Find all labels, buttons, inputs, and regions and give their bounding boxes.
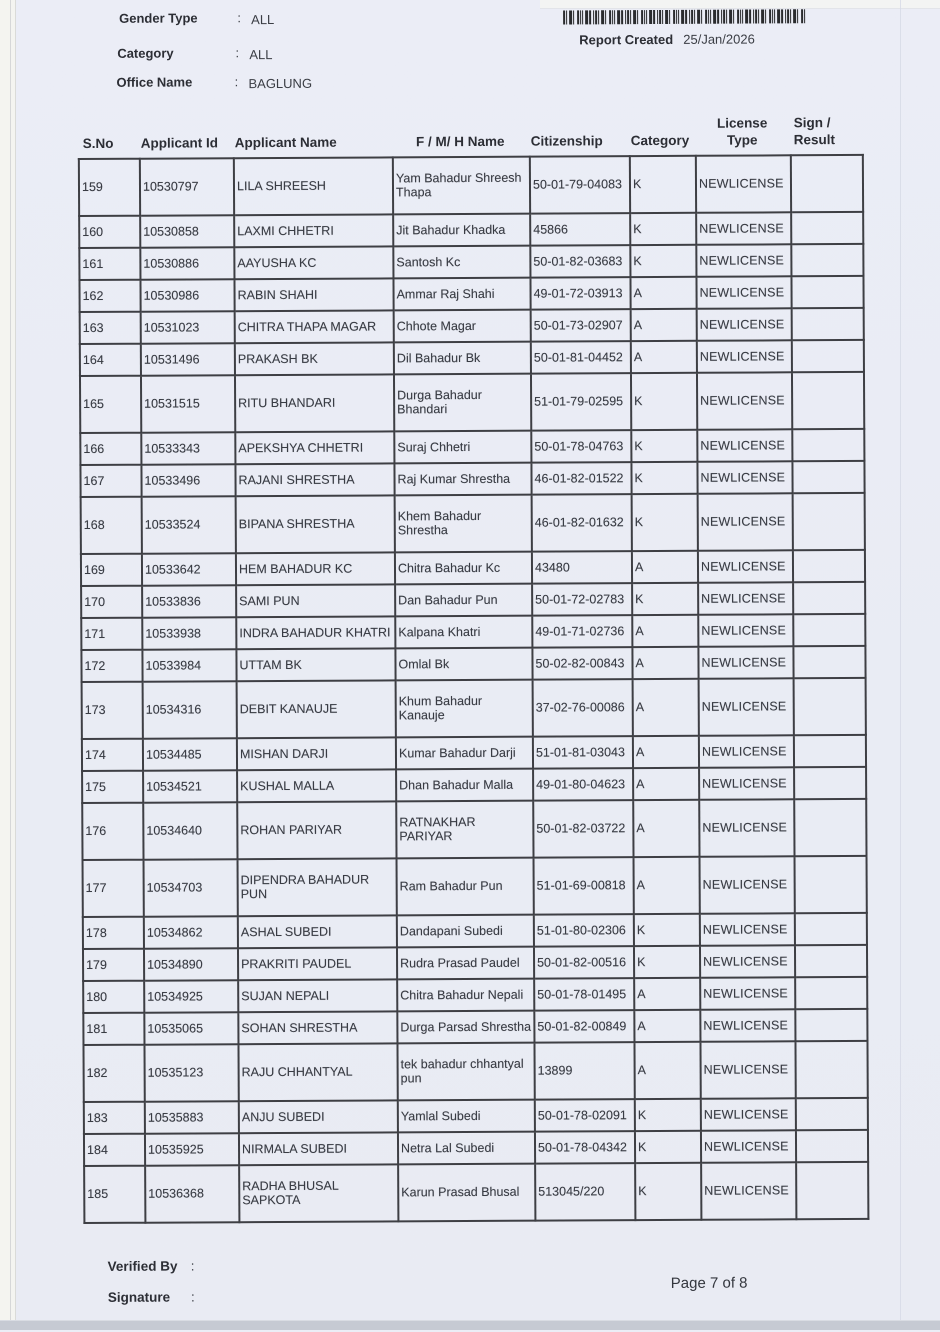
serial-cell: 182 <box>83 1045 144 1102</box>
citizenship-cell: 49-01-71-02736 <box>532 615 632 648</box>
table-row <box>83 1009 867 1045</box>
fmh-name-cell: Yamlal Subedi <box>398 1099 535 1132</box>
citizenship-cell: 50-01-82-03683 <box>530 245 630 278</box>
category-cell: A <box>633 768 699 800</box>
serial-cell: 175 <box>82 771 143 803</box>
serial-cell: 174 <box>82 739 143 771</box>
applicant-table <box>78 154 870 1224</box>
sign-result-cell <box>794 799 866 856</box>
applicant-id-cell: 10533343 <box>141 432 235 465</box>
applicant-name-cell: SAMI PUN <box>236 584 395 617</box>
category-cell: K <box>635 1099 701 1131</box>
sign-result-cell <box>791 212 863 244</box>
office-name-label: Office Name <box>116 74 193 90</box>
category-cell: K <box>631 462 697 494</box>
sign-result-cell <box>795 1041 867 1098</box>
sign-result-cell <box>791 155 863 212</box>
applicant-name-cell: SUJAN NEPALI <box>238 979 397 1012</box>
citizenship-cell: 51-01-79-02595 <box>531 373 631 430</box>
fmh-name-cell: Suraj Chhetri <box>394 431 531 464</box>
citizenship-cell: 37-02-76-00086 <box>533 679 633 736</box>
column-header-applicant-id: Applicant Id <box>140 135 219 151</box>
applicant-id-cell: 10531515 <box>141 375 235 432</box>
serial-cell: 169 <box>81 554 142 586</box>
sign-result-cell <box>793 614 865 646</box>
sign-result-cell <box>795 913 867 945</box>
table-row <box>82 767 866 803</box>
citizenship-cell: 46-01-82-01632 <box>532 494 632 551</box>
column-header-sno: S.No <box>82 135 114 152</box>
category-cell: A <box>634 857 700 914</box>
license-type-cell: NEWLICENSE <box>696 244 791 277</box>
fmh-name-cell: Kalpana Khatri <box>395 616 532 649</box>
gender-type-row <box>119 10 274 26</box>
report-created-label: Report Created <box>579 31 674 48</box>
citizenship-cell: 50-01-72-02783 <box>532 583 632 616</box>
serial-cell: 181 <box>83 1012 144 1044</box>
applicant-id-cell: 10534925 <box>144 980 238 1013</box>
license-type-cell: NEWLICENSE <box>696 276 791 309</box>
license-type-cell: NEWLICENSE <box>696 155 791 212</box>
applicant-id-cell: 10531023 <box>141 311 235 344</box>
sign-result-cell <box>793 550 865 582</box>
applicant-id-cell: 10534862 <box>144 916 238 949</box>
category-cell: K <box>632 583 698 615</box>
applicant-name-cell: LILA SHREESH <box>234 157 393 215</box>
applicant-name-cell: RADHA BHUSAL SAPKOTA <box>239 1164 398 1222</box>
signature-label: Signature <box>107 1289 171 1305</box>
category-cell: A <box>633 679 699 736</box>
applicant-id-cell: 10531496 <box>141 343 235 376</box>
license-type-cell: NEWLICENSE <box>700 1041 795 1098</box>
citizenship-cell: 51-01-69-00818 <box>534 857 634 914</box>
sign-result-cell <box>793 582 865 614</box>
table-row <box>79 155 863 216</box>
verified-by-label: Verified By <box>107 1258 178 1274</box>
applicant-name-cell: BIPANA SHRESTHA <box>236 495 395 553</box>
office-name-colon: : <box>234 74 239 90</box>
category-row <box>117 45 272 61</box>
category-cell: A <box>631 309 697 341</box>
category-cell: K <box>630 245 696 277</box>
serial-cell: 165 <box>80 376 141 433</box>
license-type-cell: NEWLICENSE <box>701 1162 796 1220</box>
applicant-name-cell: CHITRA THAPA MAGAR <box>235 310 394 343</box>
applicant-id-cell: 10530858 <box>140 215 234 248</box>
applicant-id-cell: 10530797 <box>140 158 234 215</box>
license-type-cell: NEWLICENSE <box>697 429 792 462</box>
license-type-cell: NEWLICENSE <box>700 913 795 946</box>
category-cell: K <box>635 1131 701 1163</box>
serial-cell: 178 <box>83 916 144 948</box>
table-row <box>80 372 864 433</box>
category-cell: K <box>634 946 700 978</box>
category-cell: A <box>632 615 698 647</box>
license-type-cell: NEWLICENSE <box>698 493 793 550</box>
fmh-name-cell: Dandapani Subedi <box>397 914 534 947</box>
scan-edge-bottom <box>0 1320 940 1330</box>
table-row <box>83 856 867 917</box>
license-type-cell: NEWLICENSE <box>696 212 791 245</box>
table-row <box>83 1041 867 1102</box>
category-cell: A <box>633 736 699 768</box>
serial-cell: 171 <box>81 618 142 650</box>
gender-type-value: ALL <box>251 12 275 28</box>
fmh-name-cell: RATNAKHAR PARIYAR <box>396 801 533 859</box>
table-row <box>81 550 865 586</box>
applicant-id-cell: 10533642 <box>142 553 236 586</box>
table-row <box>80 308 864 344</box>
sign-result-cell <box>795 977 867 1009</box>
fmh-name-cell: Durga Bahadur Bhandari <box>394 374 531 432</box>
serial-cell: 180 <box>83 980 144 1012</box>
applicant-name-cell: AAYUSHA KC <box>234 246 393 279</box>
serial-cell: 161 <box>79 248 140 280</box>
fmh-name-cell: Jit Bahadur Khadka <box>393 214 530 247</box>
fmh-name-cell: Raj Kumar Shrestha <box>394 463 531 496</box>
license-type-cell: NEWLICENSE <box>701 1098 796 1131</box>
column-header-category: Category <box>630 132 690 149</box>
applicant-id-cell: 10535065 <box>144 1012 238 1045</box>
sign-result-cell <box>792 308 864 340</box>
applicant-name-cell: DEBIT KANAUJE <box>237 680 396 738</box>
serial-cell: 173 <box>82 682 143 739</box>
license-type-cell: NEWLICENSE <box>699 799 794 856</box>
fmh-name-cell: Chhote Magar <box>394 310 531 343</box>
citizenship-cell: 50-01-82-03722 <box>533 800 633 857</box>
serial-cell: 177 <box>83 860 144 917</box>
license-type-cell: NEWLICENSE <box>699 678 794 735</box>
license-type-cell: NEWLICENSE <box>698 646 793 679</box>
verified-by-colon: : <box>190 1258 195 1274</box>
sign-result-cell <box>793 646 865 678</box>
fmh-name-cell: Netra Lal Subedi <box>398 1131 535 1164</box>
fmh-name-cell: Karun Prasad Bhusal <box>398 1163 535 1221</box>
sign-result-cell <box>794 735 866 767</box>
sign-result-cell <box>791 244 863 276</box>
category-cell: A <box>632 551 698 583</box>
serial-cell: 172 <box>81 650 142 682</box>
signature-row <box>108 1289 198 1304</box>
license-type-cell: NEWLICENSE <box>698 550 793 583</box>
serial-cell: 164 <box>80 344 141 376</box>
sign-result-cell <box>796 1162 868 1220</box>
serial-cell: 183 <box>84 1101 145 1133</box>
serial-cell: 170 <box>81 586 142 618</box>
sign-result-cell <box>791 276 863 308</box>
signature-colon: : <box>190 1289 195 1305</box>
sign-result-cell <box>796 1130 868 1162</box>
table-row <box>79 244 863 280</box>
serial-cell: 160 <box>79 216 140 248</box>
citizenship-cell: 50-01-78-01495 <box>534 978 634 1011</box>
category-cell: K <box>631 373 697 430</box>
sign-result-cell <box>796 1098 868 1130</box>
table-row <box>80 461 864 497</box>
report-created-value: 25/Jan/2026 <box>683 31 755 47</box>
applicant-id-cell: 10535883 <box>145 1101 239 1134</box>
license-type-cell: NEWLICENSE <box>700 945 795 978</box>
fmh-name-cell: Santosh Kc <box>393 246 530 279</box>
office-name-value: BAGLUNG <box>248 75 313 92</box>
applicant-name-cell: UTTAM BK <box>236 648 395 681</box>
table-row <box>84 1098 868 1134</box>
license-type-cell: NEWLICENSE <box>700 856 795 913</box>
category-cell: A <box>630 277 696 309</box>
applicant-name-cell: ROHAN PARIYAR <box>237 801 396 859</box>
citizenship-cell: 50-01-79-04083 <box>530 156 630 213</box>
column-header-applicant-name: Applicant Name <box>234 134 337 151</box>
gender-type-colon: : <box>237 10 241 26</box>
table-row <box>84 1162 868 1223</box>
license-type-cell: NEWLICENSE <box>697 308 792 341</box>
serial-cell: 185 <box>84 1165 145 1223</box>
page-indicator: Page 7 of 8 <box>670 1274 748 1292</box>
table-row <box>79 212 863 248</box>
citizenship-cell: 50-01-73-02907 <box>531 309 631 342</box>
citizenship-cell: 51-01-81-03043 <box>533 736 633 769</box>
citizenship-cell: 51-01-80-02306 <box>534 914 634 947</box>
fmh-name-cell: Yam Bahadur Shreesh Thapa <box>393 157 530 215</box>
table-row <box>80 340 864 376</box>
citizenship-cell: 13899 <box>534 1042 634 1099</box>
applicant-id-cell: 10534640 <box>143 802 237 859</box>
sign-result-cell <box>792 372 864 429</box>
category-cell: K <box>635 1163 701 1221</box>
applicant-id-cell: 10534316 <box>143 681 237 738</box>
citizenship-cell: 49-01-80-04623 <box>533 768 633 801</box>
citizenship-cell: 50-01-81-04452 <box>531 341 631 374</box>
applicant-id-cell: 10530886 <box>140 247 234 280</box>
applicant-id-cell: 10534703 <box>144 859 238 916</box>
table-row <box>83 913 867 949</box>
category-colon: : <box>235 45 240 61</box>
citizenship-cell: 50-01-82-00849 <box>534 1010 634 1043</box>
gender-type-label: Gender Type <box>119 10 198 26</box>
table-row <box>79 276 863 312</box>
applicant-name-cell: ANJU SUBEDI <box>239 1100 398 1133</box>
column-header-citizenship: Citizenship <box>530 133 603 149</box>
license-type-cell: NEWLICENSE <box>701 1130 796 1163</box>
serial-cell: 179 <box>83 948 144 980</box>
sign-result-cell <box>792 429 864 461</box>
fmh-name-cell: Dhan Bahadur Malla <box>396 769 533 802</box>
column-header-fmh-name: F / M/ H Name <box>415 133 505 150</box>
applicant-id-cell: 10536368 <box>145 1165 239 1223</box>
applicant-id-cell: 10535925 <box>145 1133 239 1166</box>
serial-cell: 168 <box>81 497 142 554</box>
table-column-headers <box>78 108 862 158</box>
applicant-name-cell: KUSHAL MALLA <box>237 769 396 802</box>
citizenship-cell: 45866 <box>530 213 630 246</box>
citizenship-cell: 50-02-82-00843 <box>532 647 632 680</box>
table-row <box>84 1130 868 1166</box>
sign-result-cell <box>794 678 866 735</box>
applicant-name-cell: PRAKRITI PAUDEL <box>238 947 397 980</box>
applicant-name-cell: ASHAL SUBEDI <box>238 915 397 948</box>
sign-result-cell <box>792 340 864 372</box>
applicant-name-cell: INDRA BAHADUR KHATRI <box>236 616 395 649</box>
category-cell: K <box>631 430 697 462</box>
license-type-cell: NEWLICENSE <box>697 372 792 429</box>
applicant-name-cell: RABIN SHAHI <box>234 278 393 311</box>
citizenship-cell: 46-01-82-01522 <box>531 462 631 495</box>
category-value: ALL <box>249 47 273 63</box>
fmh-name-cell: Ram Bahadur Pun <box>397 857 534 915</box>
category-cell: A <box>632 647 698 679</box>
license-type-cell: NEWLICENSE <box>698 614 793 647</box>
fmh-name-cell: Dil Bahadur Bk <box>394 342 531 375</box>
sign-result-cell <box>793 493 865 550</box>
applicant-id-cell: 10533836 <box>142 585 236 618</box>
citizenship-cell: 43480 <box>532 551 632 584</box>
table-row <box>83 945 867 981</box>
table-row <box>82 735 866 771</box>
citizenship-cell: 50-01-82-00516 <box>534 946 634 979</box>
sign-result-cell <box>795 945 867 977</box>
category-cell: A <box>634 1010 700 1042</box>
fmh-name-cell: Omlal Bk <box>395 648 532 681</box>
table-row <box>81 614 865 650</box>
applicant-id-cell: 10533938 <box>142 617 236 650</box>
citizenship-cell: 50-01-78-04342 <box>535 1131 635 1164</box>
license-type-cell: NEWLICENSE <box>698 582 793 615</box>
fmh-name-cell: Chitra Bahadur Kc <box>395 552 532 585</box>
applicant-id-cell: 10530986 <box>140 279 234 312</box>
applicant-id-cell: 10533496 <box>141 464 235 497</box>
sign-result-cell <box>795 1009 867 1041</box>
applicant-name-cell: RAJANI SHRESTHA <box>235 463 394 496</box>
fmh-name-cell: Khem Bahadur Shrestha <box>395 495 532 553</box>
applicant-name-cell: DIPENDRA BAHADUR PUN <box>238 858 397 916</box>
table-row <box>82 799 866 860</box>
applicant-id-cell: 10534521 <box>143 770 237 803</box>
applicant-id-cell: 10533984 <box>142 649 236 682</box>
license-type-cell: NEWLICENSE <box>700 1009 795 1042</box>
applicant-id-cell: 10535123 <box>144 1044 238 1101</box>
serial-cell: 166 <box>80 433 141 465</box>
serial-cell: 163 <box>80 312 141 344</box>
category-cell: A <box>634 978 700 1010</box>
license-type-cell: NEWLICENSE <box>699 767 794 800</box>
serial-cell: 176 <box>82 803 143 860</box>
office-name-row <box>116 74 312 90</box>
sign-result-cell <box>792 461 864 493</box>
applicant-name-cell: SOHAN SHRESTHA <box>238 1011 397 1044</box>
serial-cell: 162 <box>79 280 140 312</box>
applicant-id-cell: 10534890 <box>144 948 238 981</box>
license-type-cell: NEWLICENSE <box>697 461 792 494</box>
citizenship-cell: 49-01-72-03913 <box>530 277 630 310</box>
category-cell: K <box>634 914 700 946</box>
fmh-name-cell: Rudra Prasad Paudel <box>397 946 534 979</box>
column-header-sign-result: Sign / Result <box>793 115 836 148</box>
table-row <box>81 646 865 682</box>
applicant-name-cell: MISHAN DARJI <box>237 737 396 770</box>
applicant-name-cell: HEM BAHADUR KC <box>236 552 395 585</box>
barcode-icon <box>563 9 806 24</box>
sign-result-cell <box>795 856 867 913</box>
fmh-name-cell: Ammar Raj Shahi <box>393 278 530 311</box>
category-cell: K <box>632 494 698 551</box>
applicant-table-body <box>79 155 869 1223</box>
category-cell: K <box>630 156 696 213</box>
applicant-name-cell: RITU BHANDARI <box>235 374 394 432</box>
column-header-license-type: License Type <box>716 115 768 148</box>
fmh-name-cell: Chitra Bahadur Nepali <box>397 978 534 1011</box>
license-type-cell: NEWLICENSE <box>699 735 794 768</box>
fmh-name-cell: Kumar Bahadur Darji <box>396 737 533 770</box>
table-row <box>83 977 867 1013</box>
verified-by-row <box>108 1258 198 1273</box>
fmh-name-cell: Khum Bahadur Kanauje <box>396 680 533 738</box>
citizenship-cell: 50-01-78-02091 <box>535 1099 635 1132</box>
fmh-name-cell: Dan Bahadur Pun <box>395 584 532 617</box>
category-cell: K <box>630 213 696 245</box>
serial-cell: 184 <box>84 1133 145 1165</box>
table-row <box>81 582 865 618</box>
citizenship-cell: 50-01-78-04763 <box>531 430 631 463</box>
applicant-name-cell: RAJU CHHANTYAL <box>238 1043 397 1101</box>
table-row <box>81 493 865 554</box>
category-cell: A <box>631 341 697 373</box>
applicant-name-cell: NIRMALA SUBEDI <box>239 1132 398 1165</box>
category-label: Category <box>117 45 174 61</box>
fmh-name-cell: Durga Parsad Shrestha <box>397 1010 534 1043</box>
category-cell: A <box>634 1042 700 1099</box>
applicant-id-cell: 10534485 <box>143 738 237 771</box>
category-cell: A <box>633 800 699 857</box>
serial-cell: 167 <box>80 465 141 497</box>
report-created-row <box>579 31 755 47</box>
applicant-name-cell: APEKSHYA CHHETRI <box>235 431 394 464</box>
license-type-cell: NEWLICENSE <box>697 340 792 373</box>
table-row <box>82 678 866 739</box>
sign-result-cell <box>794 767 866 799</box>
applicant-name-cell: LAXMI CHHETRI <box>234 214 393 247</box>
serial-cell: 159 <box>79 159 140 216</box>
fmh-name-cell: tek bahadur chhantyal pun <box>397 1042 534 1100</box>
citizenship-cell: 513045/220 <box>535 1163 635 1221</box>
applicant-name-cell: PRAKASH BK <box>235 342 394 375</box>
table-row <box>80 429 864 465</box>
license-type-cell: NEWLICENSE <box>700 977 795 1010</box>
applicant-id-cell: 10533524 <box>142 496 236 553</box>
